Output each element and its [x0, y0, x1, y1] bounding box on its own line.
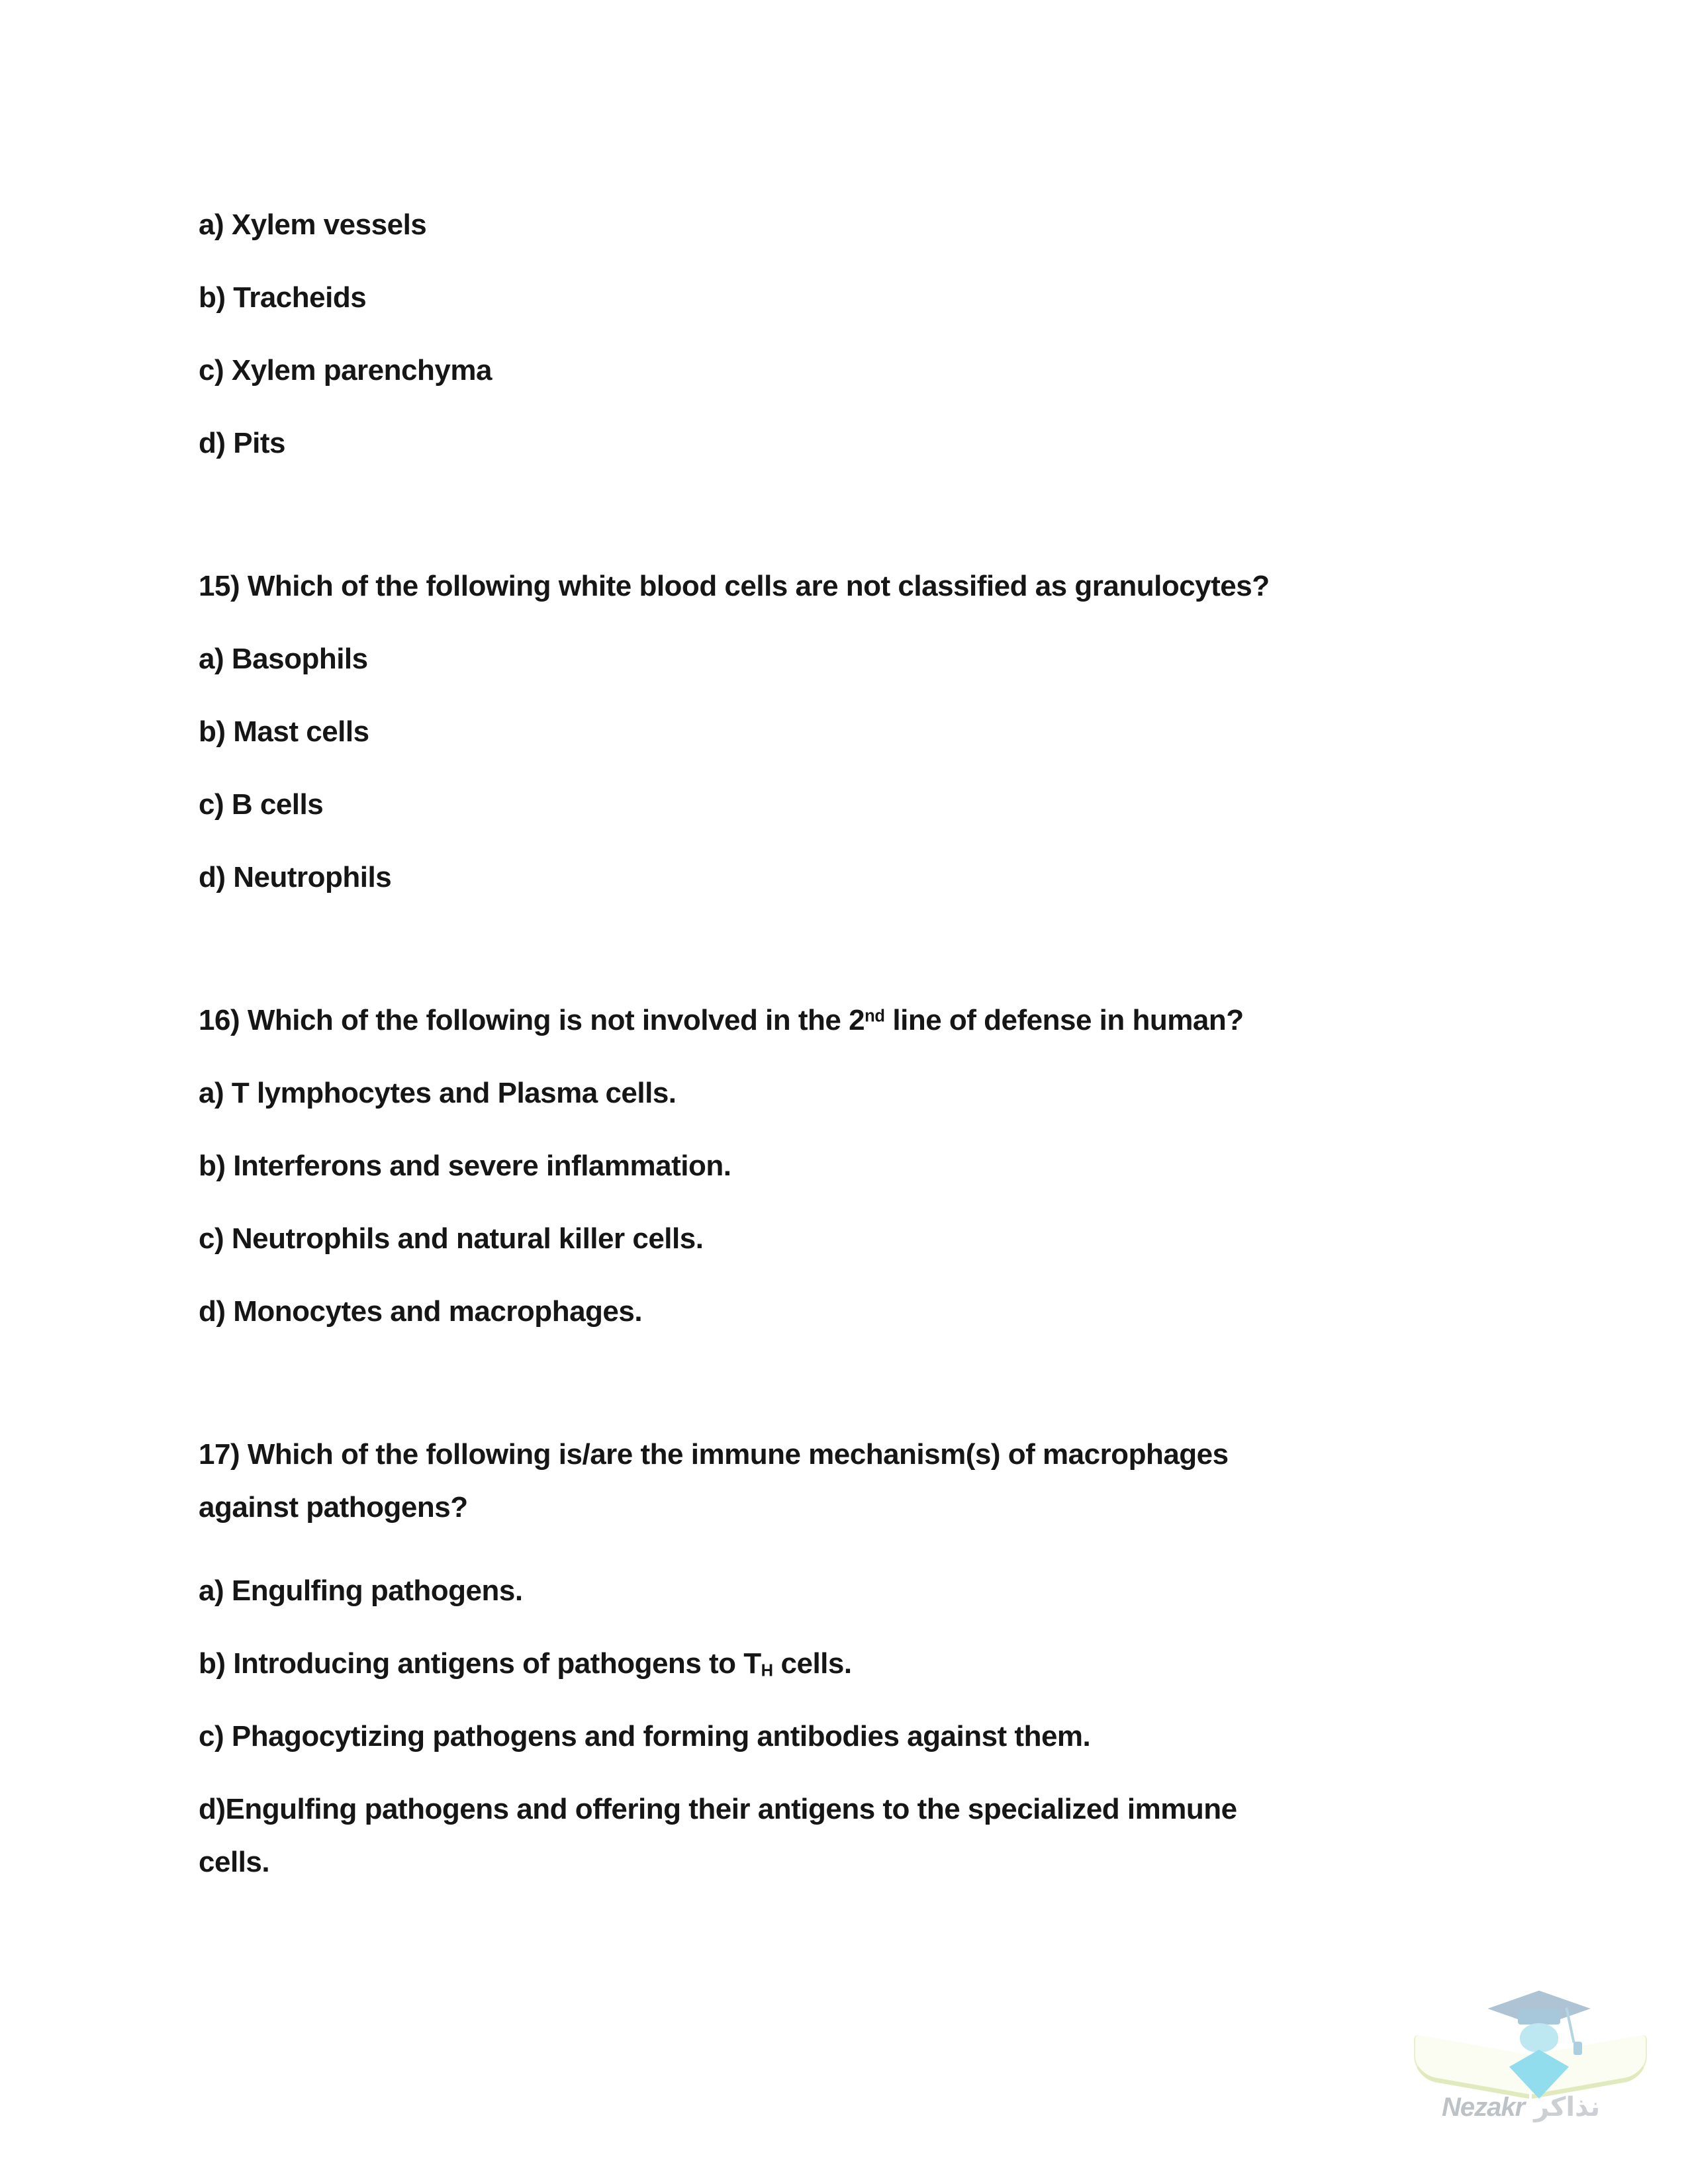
question-text: 16) Which of the following is not involved in the 2nd line of defense in human? [199, 1004, 1244, 1036]
quiz-content [199, 189, 1496, 1909]
option-text: d)Engulfing pathogens and offering their antigens to the specialized immune [199, 1793, 1237, 1825]
spacer [199, 480, 1496, 550]
th-cell-subscript: H [761, 1661, 773, 1680]
option-text: b) Mast cells [199, 715, 369, 748]
q17-option-d-line-1 [199, 1773, 1496, 1846]
question-15 [199, 550, 1496, 623]
option-text: a) Xylem vessels [199, 208, 427, 241]
question-text: against pathogens? [199, 1491, 468, 1524]
q14-option-b [199, 261, 1496, 334]
option-text: c) B cells [199, 788, 324, 821]
option-text: c) Neutrophils and natural killer cells. [199, 1222, 704, 1255]
spacer [199, 1348, 1496, 1418]
brand-name-latin: Nezakr [1442, 2093, 1525, 2122]
q17-option-d-line-2 [199, 1846, 1496, 1909]
q17-option-c [199, 1700, 1496, 1773]
option-text: b) Introducing antigens of pathogens to TH cells. [199, 1647, 852, 1680]
option-text: c) Xylem parenchyma [199, 354, 492, 387]
ordinal-superscript: nd [865, 1007, 885, 1026]
q15-option-c [199, 768, 1496, 841]
q15-option-a [199, 623, 1496, 696]
option-text: d) Monocytes and macrophages. [199, 1295, 643, 1328]
brand-name-arabic: نذاكر [1534, 2092, 1601, 2122]
option-text: a) T lymphocytes and Plasma cells. [199, 1077, 677, 1109]
spacer [199, 914, 1496, 984]
q16-option-b [199, 1130, 1496, 1203]
student-head-icon [1520, 2023, 1558, 2052]
option-text: a) Engulfing pathogens. [199, 1574, 523, 1607]
q17-option-a [199, 1555, 1496, 1627]
question-17-line-2 [199, 1491, 1496, 1555]
graduation-cap-icon [1518, 2009, 1560, 2025]
option-text: c) Phagocytizing pathogens and forming antibodies against them. [199, 1720, 1091, 1752]
option-text: d) Neutrophils [199, 861, 392, 893]
q16-option-d [199, 1275, 1496, 1348]
q17-option-b [199, 1627, 1496, 1700]
q15-option-d [199, 841, 1496, 914]
q16-option-a [199, 1057, 1496, 1130]
q14-option-c [199, 334, 1496, 407]
question-text: 17) Which of the following is/are the immune mechanism(s) of macrophages [199, 1438, 1229, 1471]
option-text: b) Interferons and severe inflammation. [199, 1150, 731, 1182]
option-text: a) Basophils [199, 643, 368, 675]
q16-option-c [199, 1203, 1496, 1275]
question-16 [199, 984, 1496, 1057]
q15-option-b [199, 696, 1496, 768]
tassel-icon [1573, 2042, 1582, 2055]
question-text: 15) Which of the following white blood cells are not classified as granulocytes? [199, 570, 1270, 602]
option-text: b) Tracheids [199, 281, 367, 314]
q14-option-a [199, 189, 1496, 261]
question-17-line-1 [199, 1418, 1496, 1491]
nezakr-watermark [1410, 1989, 1655, 2134]
watermark-brand [1442, 2092, 1640, 2122]
q14-option-d [199, 407, 1496, 480]
option-text: d) Pits [199, 427, 285, 459]
option-text: cells. [199, 1846, 270, 1878]
